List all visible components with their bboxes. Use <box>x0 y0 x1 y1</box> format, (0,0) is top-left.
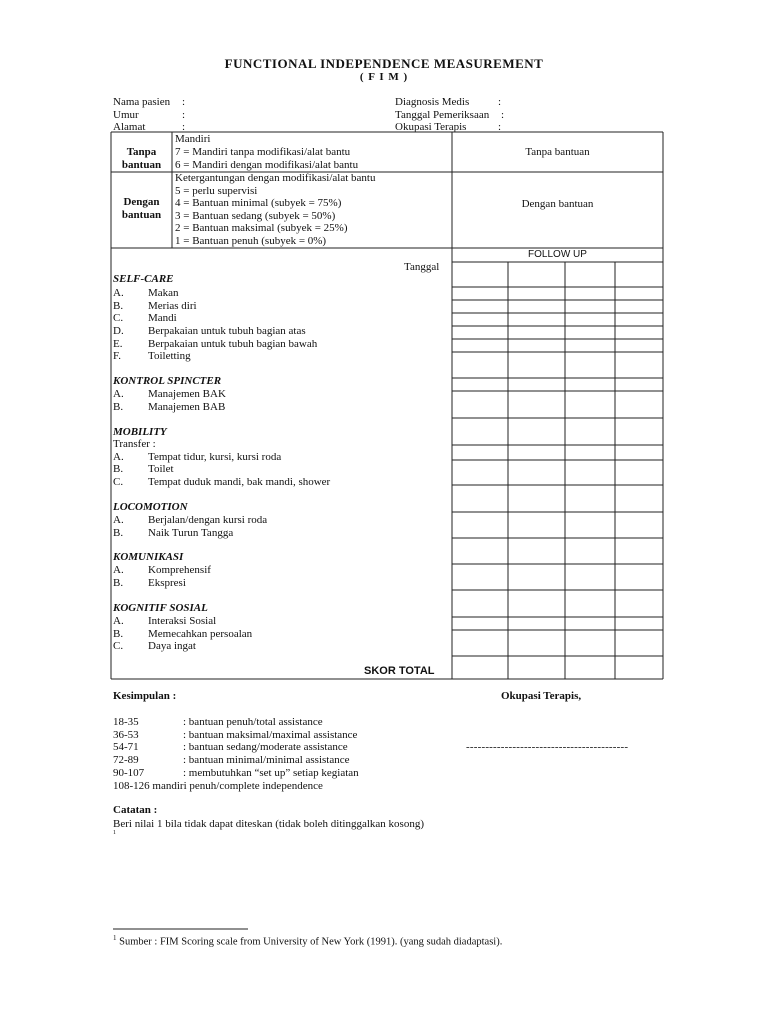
item-label: Toilet <box>148 463 174 475</box>
label-line: Dengan <box>123 196 160 208</box>
okupasi-terapis-signature-label: Okupasi Terapis, <box>501 690 582 702</box>
diagnosis-label: Diagnosis Medis <box>395 96 470 108</box>
colon: : <box>498 121 502 133</box>
item-letter: B. <box>113 463 124 475</box>
item-label: Memecahkan persoalan <box>148 628 253 640</box>
label-line: bantuan <box>121 209 162 221</box>
score-range: 90-107 <box>113 767 145 779</box>
section-title-locomotion: LOCOMOTION <box>113 501 188 513</box>
score-last: 108-126 mandiri penuh/complete independence <box>113 780 323 792</box>
item-letter: B. <box>113 401 124 413</box>
signature-line: ------------------------------------------ <box>466 741 629 753</box>
footnote-mark: 1 <box>113 934 117 942</box>
score-desc: : bantuan sedang/moderate assistance <box>183 741 348 753</box>
dengan-bantuan-label <box>111 196 172 222</box>
item-letter: A. <box>113 615 124 627</box>
score-range: 18-35 <box>113 716 139 728</box>
section-title-kognitif-sosial: KOGNITIF SOSIAL <box>113 602 208 614</box>
item-letter: D. <box>113 325 124 337</box>
tanpa-bantuan-label <box>111 146 172 172</box>
score-range: 54-71 <box>113 741 139 753</box>
description-line: 6 = Mandiri dengan modifikasi/alat bantu <box>175 159 359 171</box>
item-label: Naik Turun Tangga <box>148 527 234 539</box>
tanggal-pemeriksaan-label: Tanggal Pemeriksaan <box>395 109 490 121</box>
item-label: Toiletting <box>148 350 191 362</box>
colon: : <box>182 96 186 108</box>
item-letter: C. <box>113 640 124 652</box>
item-letter: C. <box>113 476 124 488</box>
item-letter: B. <box>113 577 124 589</box>
section-title-mobility: MOBILITY <box>113 426 167 438</box>
item-label: Berpakaian untuk tubuh bagian bawah <box>148 338 318 350</box>
colon: : <box>498 96 502 108</box>
score-range: 36-53 <box>113 729 139 741</box>
description-line: 2 = Bantuan maksimal (subyek = 25%) <box>175 222 348 234</box>
item-label: Mandi <box>148 312 177 324</box>
item-label: Berpakaian untuk tubuh bagian atas <box>148 325 306 337</box>
item-letter: A. <box>113 514 124 526</box>
footnote-ref: 1 <box>113 830 116 836</box>
page-title: FUNCTIONAL INDEPENDENCE MEASUREMENT <box>224 56 544 71</box>
catatan-label: Catatan : <box>113 804 158 816</box>
tanpa-bantuan-description <box>175 133 358 172</box>
item-label: Berjalan/dengan kursi roda <box>148 514 268 526</box>
item-letter: C. <box>113 312 124 324</box>
description-line: Ketergantungan dengan modifikasi/alat bantu <box>175 172 376 184</box>
nama-pasien-label: Nama pasien <box>113 96 171 108</box>
colon: : <box>182 121 186 133</box>
tanpa-bantuan-right: Tanpa bantuan <box>525 146 590 158</box>
alamat-label: Alamat <box>113 121 146 133</box>
item-letter: A. <box>113 287 124 299</box>
score-desc: : bantuan maksimal/maximal assistance <box>183 729 358 741</box>
item-letter: E. <box>113 338 123 350</box>
item-label: Ekspresi <box>148 577 186 589</box>
item-letter: B. <box>113 300 124 312</box>
umur-label: Umur <box>113 109 139 121</box>
label-line: bantuan <box>121 159 162 171</box>
section-title-kontrol-spincter: KONTROL SPINCTER <box>113 375 222 387</box>
kesimpulan-label: Kesimpulan : <box>113 690 177 702</box>
description-line: 7 = Mandiri tanpa modifikasi/alat bantu <box>175 146 351 158</box>
item-label: Makan <box>148 287 179 299</box>
description-line: 1 = Bantuan penuh (subyek = 0%) <box>175 234 327 247</box>
page-subtitle: ( F I M ) <box>359 71 409 83</box>
colon: : <box>182 109 186 121</box>
catatan-text: Beri nilai 1 bila tidak dapat diteskan (tidak boleh ditinggalkan kosong) <box>113 818 424 830</box>
dengan-bantuan-description <box>175 172 376 247</box>
footnote-text: Sumber : FIM Scoring scale from University of New York (1991). (yang sudah diadaptasi). <box>119 936 503 948</box>
skor-total-label: SKOR TOTAL <box>364 665 435 677</box>
description-line: 4 = Bantuan minimal (subyek = 75%) <box>175 197 342 209</box>
description-line: 5 = perlu supervisi <box>175 184 258 197</box>
dengan-bantuan-right: Dengan bantuan <box>521 198 594 210</box>
item-label: Manajemen BAB <box>148 401 226 413</box>
item-label: Tempat duduk mandi, bak mandi, shower <box>148 476 331 488</box>
score-desc: : bantuan minimal/minimal assistance <box>183 754 350 766</box>
section-title-self-care: SELF-CARE <box>113 273 174 285</box>
item-letter: F. <box>113 350 121 362</box>
okupasi-terapis-label: Okupasi Terapis <box>395 121 467 133</box>
description-line: Mandiri <box>175 133 211 145</box>
colon: : <box>501 109 505 121</box>
score-range: 72-89 <box>113 754 139 766</box>
item-label: Tempat tidur, kursi, kursi roda <box>148 451 282 463</box>
tanggal-label: Tanggal <box>404 261 440 273</box>
item-letter: A. <box>113 564 124 576</box>
item-letter: A. <box>113 388 124 400</box>
description-line: 3 = Bantuan sedang (subyek = 50%) <box>175 209 336 222</box>
score-desc: : bantuan penuh/total assistance <box>183 716 323 728</box>
item-label: Manajemen BAK <box>148 388 226 400</box>
item-label: Komprehensif <box>148 564 211 576</box>
item-letter: B. <box>113 628 124 640</box>
item-label: Merias diri <box>148 300 197 312</box>
item-letter: A. <box>113 451 124 463</box>
item-letter: B. <box>113 527 124 539</box>
item-label: Interaksi Sosial <box>148 615 217 627</box>
score-desc: : membutuhkan “set up” setiap kegiatan <box>183 767 359 779</box>
section-title-komunikasi: KOMUNIKASI <box>113 551 184 563</box>
label-line: Tanpa <box>126 146 157 158</box>
item-label: Daya ingat <box>148 640 196 652</box>
section-subtitle-transfer: Transfer : <box>113 438 156 450</box>
footnote <box>113 934 502 948</box>
follow-up-header: FOLLOW UP <box>528 249 587 260</box>
